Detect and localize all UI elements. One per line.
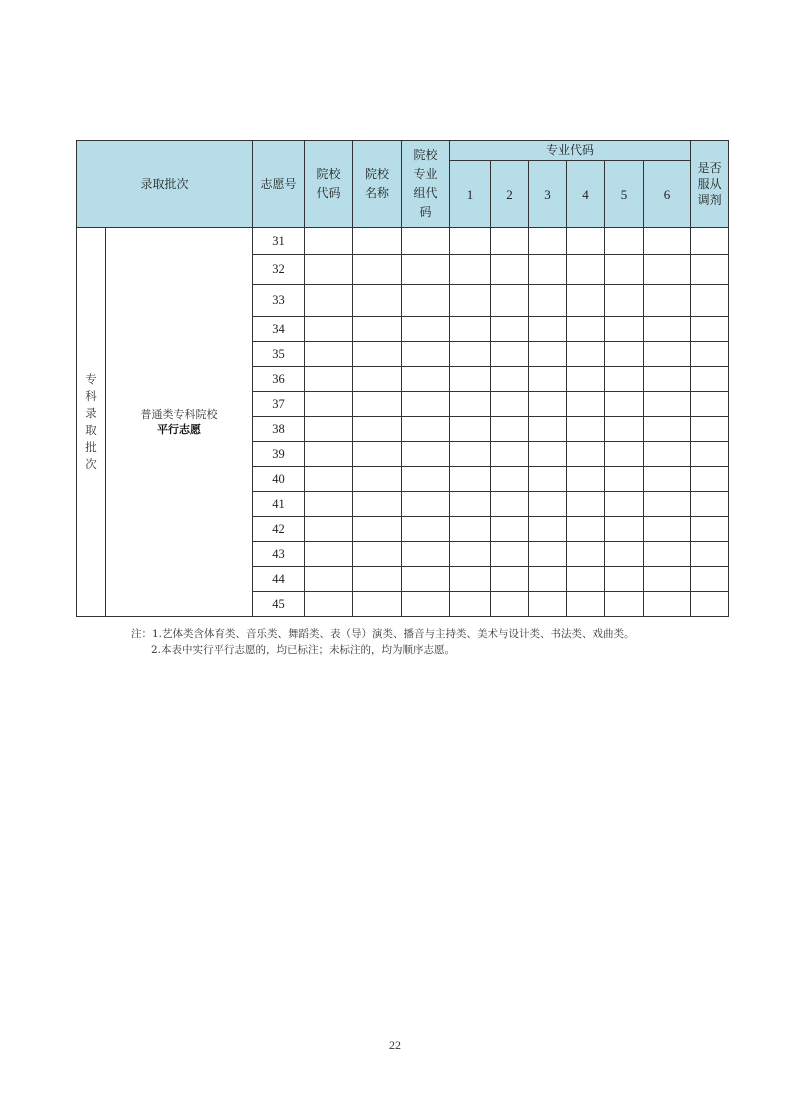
major-2-cell[interactable] — [491, 442, 529, 467]
major-5-cell[interactable] — [605, 317, 644, 342]
school-name-cell[interactable] — [353, 255, 402, 285]
major-1-cell[interactable] — [450, 285, 491, 317]
school-code-cell[interactable] — [305, 392, 353, 417]
group-code-cell[interactable] — [402, 592, 450, 617]
adjust-cell[interactable] — [691, 542, 729, 567]
school-name-cell[interactable] — [353, 442, 402, 467]
major-2-cell[interactable] — [491, 255, 529, 285]
major-4-cell[interactable] — [567, 517, 605, 542]
major-1-cell[interactable] — [450, 392, 491, 417]
group-code-cell[interactable] — [402, 542, 450, 567]
school-name-cell[interactable] — [353, 317, 402, 342]
major-4-cell[interactable] — [567, 367, 605, 392]
choice-number: 33 — [253, 285, 305, 317]
major-5-cell[interactable] — [605, 417, 644, 442]
header-major-3: 3 — [529, 161, 567, 228]
adjust-cell[interactable] — [691, 592, 729, 617]
major-5-cell[interactable] — [605, 285, 644, 317]
major-6-cell[interactable] — [644, 542, 691, 567]
major-5-cell[interactable] — [605, 517, 644, 542]
major-2-cell[interactable] — [491, 342, 529, 367]
choice-number: 44 — [253, 567, 305, 592]
choice-number: 34 — [253, 317, 305, 342]
choice-number: 41 — [253, 492, 305, 517]
major-6-cell[interactable] — [644, 228, 691, 255]
adjust-cell[interactable] — [691, 392, 729, 417]
header-adjust: 是否 服从 调剂 — [691, 141, 729, 228]
school-name-cell[interactable] — [353, 542, 402, 567]
major-5-cell[interactable] — [605, 442, 644, 467]
school-name-cell[interactable] — [353, 567, 402, 592]
header-school-code: 院校 代码 — [305, 141, 353, 228]
major-3-cell[interactable] — [529, 567, 567, 592]
adjust-cell[interactable] — [691, 342, 729, 367]
major-3-cell[interactable] — [529, 367, 567, 392]
major-2-cell[interactable] — [491, 492, 529, 517]
sub-batch-label: 普通类专科院校 平行志愿 — [106, 228, 253, 617]
major-5-cell[interactable] — [605, 392, 644, 417]
school-name-cell[interactable] — [353, 417, 402, 442]
school-name-cell[interactable] — [353, 228, 402, 255]
header-major-6: 6 — [644, 161, 691, 228]
major-3-cell[interactable] — [529, 592, 567, 617]
major-6-cell[interactable] — [644, 592, 691, 617]
major-6-cell[interactable] — [644, 567, 691, 592]
group-code-cell[interactable] — [402, 255, 450, 285]
major-4-cell[interactable] — [567, 317, 605, 342]
choice-number: 40 — [253, 467, 305, 492]
school-name-cell[interactable] — [353, 517, 402, 542]
major-3-cell[interactable] — [529, 255, 567, 285]
batch-vertical-label: 专 科 录 取 批 次 — [77, 228, 106, 617]
group-code-cell[interactable] — [402, 285, 450, 317]
school-code-cell[interactable] — [305, 467, 353, 492]
major-1-cell[interactable] — [450, 255, 491, 285]
header-school-name: 院校 名称 — [353, 141, 402, 228]
adjust-cell[interactable] — [691, 367, 729, 392]
choice-number: 39 — [253, 442, 305, 467]
major-1-cell[interactable] — [450, 367, 491, 392]
school-code-cell[interactable] — [305, 567, 353, 592]
choice-number: 45 — [253, 592, 305, 617]
major-1-cell[interactable] — [450, 467, 491, 492]
major-1-cell[interactable] — [450, 417, 491, 442]
adjust-cell[interactable] — [691, 255, 729, 285]
major-4-cell[interactable] — [567, 542, 605, 567]
choice-number: 43 — [253, 542, 305, 567]
notes — [131, 626, 635, 658]
major-5-cell[interactable] — [605, 342, 644, 367]
volunteer-form-table — [76, 140, 729, 617]
group-code-cell[interactable] — [402, 567, 450, 592]
major-1-cell[interactable] — [450, 342, 491, 367]
choice-number: 38 — [253, 417, 305, 442]
major-2-cell[interactable] — [491, 417, 529, 442]
major-3-cell[interactable] — [529, 317, 567, 342]
school-code-cell[interactable] — [305, 255, 353, 285]
group-code-cell[interactable] — [402, 467, 450, 492]
group-code-cell[interactable] — [402, 342, 450, 367]
school-code-cell[interactable] — [305, 342, 353, 367]
group-code-cell[interactable] — [402, 517, 450, 542]
major-6-cell[interactable] — [644, 492, 691, 517]
school-name-cell[interactable] — [353, 492, 402, 517]
school-code-cell[interactable] — [305, 517, 353, 542]
group-code-cell[interactable] — [402, 228, 450, 255]
page-number: 22 — [389, 1038, 401, 1052]
header-major-5: 5 — [605, 161, 644, 228]
major-6-cell[interactable] — [644, 285, 691, 317]
major-3-cell[interactable] — [529, 228, 567, 255]
major-5-cell[interactable] — [605, 255, 644, 285]
choice-number: 37 — [253, 392, 305, 417]
major-3-cell[interactable] — [529, 517, 567, 542]
major-2-cell[interactable] — [491, 367, 529, 392]
major-5-cell[interactable] — [605, 492, 644, 517]
adjust-cell[interactable] — [691, 442, 729, 467]
adjust-cell[interactable] — [691, 417, 729, 442]
major-2-cell[interactable] — [491, 592, 529, 617]
major-6-cell[interactable] — [644, 317, 691, 342]
header-batch: 录取批次 — [77, 141, 253, 228]
choice-number: 36 — [253, 367, 305, 392]
header-major-4: 4 — [567, 161, 605, 228]
major-1-cell[interactable] — [450, 592, 491, 617]
major-6-cell[interactable] — [644, 342, 691, 367]
group-code-cell[interactable] — [402, 417, 450, 442]
major-2-cell[interactable] — [491, 317, 529, 342]
major-4-cell[interactable] — [567, 342, 605, 367]
header-major-2: 2 — [491, 161, 529, 228]
school-name-cell[interactable] — [353, 467, 402, 492]
school-code-cell[interactable] — [305, 367, 353, 392]
major-2-cell[interactable] — [491, 542, 529, 567]
major-3-cell[interactable] — [529, 417, 567, 442]
group-code-cell[interactable] — [402, 492, 450, 517]
adjust-cell[interactable] — [691, 567, 729, 592]
table-row — [77, 228, 729, 255]
major-4-cell[interactable] — [567, 392, 605, 417]
major-4-cell[interactable] — [567, 255, 605, 285]
choice-number: 35 — [253, 342, 305, 367]
school-name-cell[interactable] — [353, 367, 402, 392]
major-4-cell[interactable] — [567, 492, 605, 517]
major-4-cell[interactable] — [567, 592, 605, 617]
major-3-cell[interactable] — [529, 285, 567, 317]
major-2-cell[interactable] — [491, 517, 529, 542]
major-2-cell[interactable] — [491, 467, 529, 492]
major-2-cell[interactable] — [491, 285, 529, 317]
adjust-cell[interactable] — [691, 317, 729, 342]
note-line-1: 注：1.艺体类含体育类、音乐类、舞蹈类、表（导）演类、播音与主持类、美术与设计类、书法类、戏曲类。 — [131, 628, 635, 640]
major-5-cell[interactable] — [605, 228, 644, 255]
header-choice-no: 志愿号 — [253, 141, 305, 228]
major-2-cell[interactable] — [491, 392, 529, 417]
choice-number: 42 — [253, 517, 305, 542]
choice-number: 31 — [253, 228, 305, 255]
group-code-cell[interactable] — [402, 317, 450, 342]
major-1-cell[interactable] — [450, 228, 491, 255]
choice-number: 32 — [253, 255, 305, 285]
major-6-cell[interactable] — [644, 517, 691, 542]
major-3-cell[interactable] — [529, 467, 567, 492]
school-name-cell[interactable] — [353, 592, 402, 617]
header-major-1: 1 — [450, 161, 491, 228]
major-1-cell[interactable] — [450, 492, 491, 517]
note-line-2: 2.本表中实行平行志愿的，均已标注；未标注的，均为顺序志愿。 — [151, 644, 456, 656]
school-code-cell[interactable] — [305, 317, 353, 342]
school-name-cell[interactable] — [353, 342, 402, 367]
major-1-cell[interactable] — [450, 317, 491, 342]
major-6-cell[interactable] — [644, 255, 691, 285]
major-3-cell[interactable] — [529, 492, 567, 517]
school-code-cell[interactable] — [305, 417, 353, 442]
major-2-cell[interactable] — [491, 228, 529, 255]
adjust-cell[interactable] — [691, 467, 729, 492]
major-1-cell[interactable] — [450, 542, 491, 567]
header-major-code: 专业代码 — [450, 141, 691, 161]
major-4-cell[interactable] — [567, 228, 605, 255]
header-group-code: 院校 专业 组代 码 — [402, 141, 450, 228]
major-3-cell[interactable] — [529, 442, 567, 467]
group-code-cell[interactable] — [402, 392, 450, 417]
school-name-cell[interactable] — [353, 285, 402, 317]
major-6-cell[interactable] — [644, 467, 691, 492]
group-code-cell[interactable] — [402, 367, 450, 392]
major-6-cell[interactable] — [644, 367, 691, 392]
school-name-cell[interactable] — [353, 392, 402, 417]
adjust-cell[interactable] — [691, 228, 729, 255]
major-4-cell[interactable] — [567, 467, 605, 492]
adjust-cell[interactable] — [691, 517, 729, 542]
school-code-cell[interactable] — [305, 492, 353, 517]
major-1-cell[interactable] — [450, 567, 491, 592]
school-code-cell[interactable] — [305, 228, 353, 255]
major-4-cell[interactable] — [567, 442, 605, 467]
school-code-cell[interactable] — [305, 542, 353, 567]
major-4-cell[interactable] — [567, 417, 605, 442]
major-5-cell[interactable] — [605, 567, 644, 592]
major-6-cell[interactable] — [644, 442, 691, 467]
adjust-cell[interactable] — [691, 285, 729, 317]
major-5-cell[interactable] — [605, 467, 644, 492]
major-3-cell[interactable] — [529, 342, 567, 367]
table-body — [77, 228, 729, 617]
adjust-cell[interactable] — [691, 492, 729, 517]
school-code-cell[interactable] — [305, 592, 353, 617]
major-1-cell[interactable] — [450, 517, 491, 542]
school-code-cell[interactable] — [305, 285, 353, 317]
major-4-cell[interactable] — [567, 567, 605, 592]
major-3-cell[interactable] — [529, 392, 567, 417]
major-1-cell[interactable] — [450, 442, 491, 467]
major-5-cell[interactable] — [605, 367, 644, 392]
major-4-cell[interactable] — [567, 285, 605, 317]
major-2-cell[interactable] — [491, 567, 529, 592]
major-5-cell[interactable] — [605, 592, 644, 617]
major-6-cell[interactable] — [644, 417, 691, 442]
major-6-cell[interactable] — [644, 392, 691, 417]
group-code-cell[interactable] — [402, 442, 450, 467]
school-code-cell[interactable] — [305, 442, 353, 467]
major-5-cell[interactable] — [605, 542, 644, 567]
major-3-cell[interactable] — [529, 542, 567, 567]
